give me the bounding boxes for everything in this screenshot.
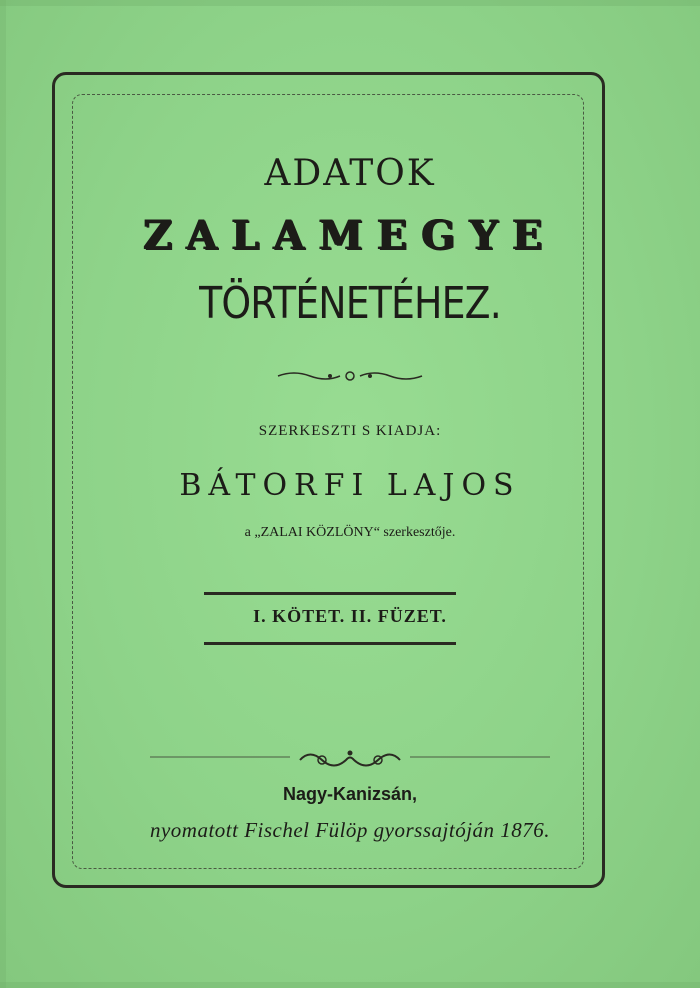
editor-label: SZERKESZTI S KIADJA: (258, 423, 442, 439)
worn-edge-bottom (0, 982, 700, 988)
volume-label: I. KÖTET. II. FÜZET. (253, 606, 447, 626)
printer-imprint: nyomatott Fischel Fülöp gyorssajtóján 1876. (149, 818, 551, 842)
editor-name: BÁTORFI LAJOS (179, 468, 521, 503)
title-line-1: ADATOK (264, 153, 436, 194)
publication-place: Nagy-Kanizsán, (282, 784, 418, 804)
volume-rule-top (204, 592, 456, 595)
volume-rule-bottom (204, 642, 456, 645)
title-line-3: TÖRTÉNETÉHEZ. (199, 278, 501, 329)
title-line-2: ZALAMEGYE (143, 212, 557, 259)
worn-edge-top (0, 0, 700, 6)
ornament-flourish-icon (150, 747, 550, 773)
editor-role: a „ZALAI KÖZLÖNY“ szerkesztője. (244, 525, 456, 540)
ornament-divider-icon (274, 368, 426, 384)
